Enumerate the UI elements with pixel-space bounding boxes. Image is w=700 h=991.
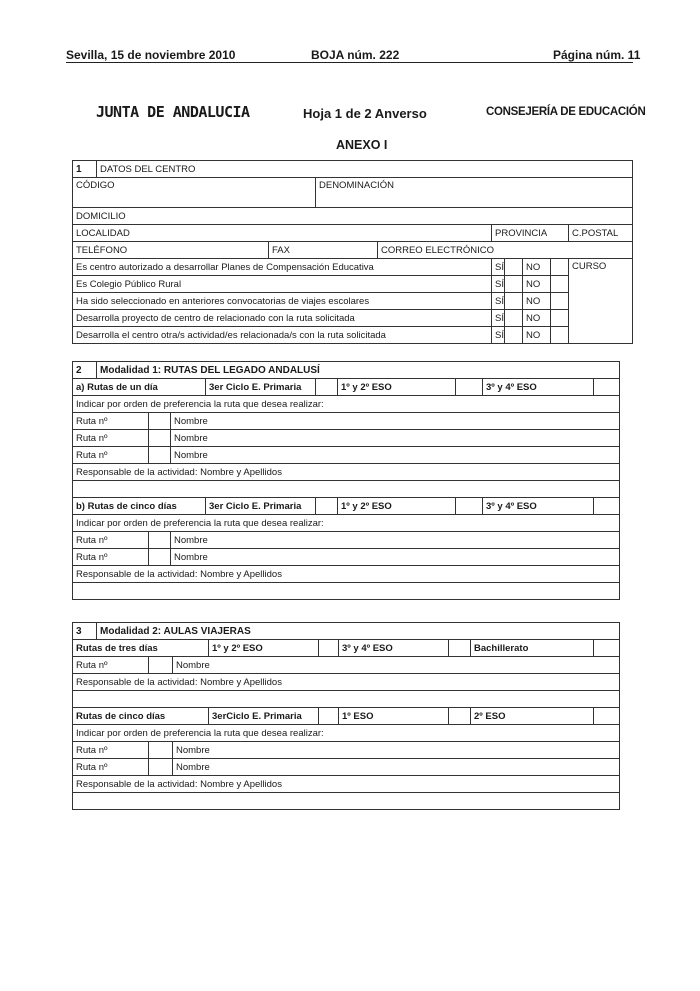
- fax-field[interactable]: [269, 242, 378, 259]
- section-2-number: 2: [73, 362, 97, 379]
- nombre-label: Nombre: [174, 534, 208, 546]
- si-label: SÍ: [492, 310, 505, 327]
- eso-1-2-label: 1º y 2º ESO: [338, 379, 456, 396]
- si-label: SÍ: [492, 276, 505, 293]
- no-checkbox[interactable]: [551, 293, 569, 310]
- codigo-field[interactable]: [73, 178, 316, 208]
- denominacion-field[interactable]: [316, 178, 633, 208]
- eso-2-checkbox[interactable]: [594, 708, 620, 725]
- nombre-label: Nombre: [174, 449, 208, 461]
- provincia-label: PROVINCIA: [495, 227, 548, 239]
- curso-label: CURSO: [572, 261, 607, 272]
- eso-3-4-label: 3º y 4º ESO: [483, 379, 594, 396]
- ruta-label: Ruta nº: [73, 549, 149, 566]
- ruta-number-field[interactable]: [149, 413, 171, 430]
- section-2-table: [72, 361, 620, 600]
- eso-1-2-label: 1º y 2º ESO: [338, 498, 456, 515]
- ciclo-primaria-checkbox[interactable]: [319, 708, 339, 725]
- question-cpr: Es Colegio Público Rural: [73, 276, 492, 293]
- sheet-label: Hoja 1 de 2 Anverso: [303, 106, 427, 121]
- cpostal-label: C.POSTAL: [572, 227, 619, 239]
- cpostal-field[interactable]: [569, 225, 633, 242]
- rutas-tres-dias-label: Rutas de tres días: [73, 640, 209, 657]
- rutas-un-dia-label: a) Rutas de un día: [73, 379, 206, 396]
- telefono-label: TELÉFONO: [76, 244, 128, 256]
- responsable-label: Responsable de la actividad: Nombre y Apellidos: [73, 464, 620, 481]
- ministry-label: CONSEJERÍA DE EDUCACIÓN: [486, 106, 646, 118]
- eso-2-label: 2º ESO: [471, 708, 594, 725]
- bachillerato-label: Bachillerato: [471, 640, 594, 657]
- question-seleccionado: Ha sido seleccionado en anteriores convocatorias de viajes escolares: [73, 293, 492, 310]
- eso-1-label: 1º ESO: [339, 708, 449, 725]
- si-label: SÍ: [492, 327, 505, 344]
- section-3-number: 3: [73, 623, 97, 640]
- ruta-nombre-field[interactable]: [171, 447, 620, 464]
- ruta-nombre-field[interactable]: [171, 532, 620, 549]
- responsable-label: Responsable de la actividad: Nombre y Apellidos: [73, 674, 620, 691]
- ciclo-primaria-label: 3er Ciclo E. Primaria: [206, 498, 316, 515]
- responsable-label: Responsable de la actividad: Nombre y Apellidos: [73, 776, 620, 793]
- ciclo-primaria-label: 3er Ciclo E. Primaria: [206, 379, 316, 396]
- no-checkbox[interactable]: [551, 259, 569, 276]
- responsable-label: Responsable de la actividad: Nombre y Apellidos: [73, 566, 620, 583]
- indicar-preferencia-text: Indicar por orden de preferencia la ruta que desea realizar:: [73, 725, 620, 742]
- no-checkbox[interactable]: [551, 327, 569, 344]
- eso-1-2-label: 1º y 2º ESO: [209, 640, 319, 657]
- ruta-nombre-field[interactable]: [171, 413, 620, 430]
- nombre-label: Nombre: [174, 432, 208, 444]
- fax-label: FAX: [272, 244, 290, 256]
- rutas-cinco-dias-label: b) Rutas de cinco días: [73, 498, 206, 515]
- ruta-number-field[interactable]: [149, 549, 171, 566]
- denominacion-label: DENOMINACIÓN: [319, 180, 394, 191]
- si-label: SÍ: [492, 293, 505, 310]
- localidad-field[interactable]: [73, 225, 492, 242]
- correo-label: CORREO ELECTRÓNICO: [381, 244, 494, 256]
- nombre-label: Nombre: [174, 551, 208, 563]
- indicar-preferencia-text: Indicar por orden de preferencia la ruta que desea realizar:: [73, 515, 620, 532]
- eso-3-4-checkbox[interactable]: [594, 498, 620, 515]
- eso-1-2-checkbox[interactable]: [319, 640, 339, 657]
- ruta-nombre-field[interactable]: [171, 549, 620, 566]
- ruta-number-field[interactable]: [149, 430, 171, 447]
- responsable-field[interactable]: [73, 691, 620, 708]
- ruta-label: Ruta nº: [73, 430, 149, 447]
- ruta-nombre-field[interactable]: [171, 430, 620, 447]
- eso-3-4-checkbox[interactable]: [449, 640, 471, 657]
- ciclo-primaria-checkbox[interactable]: [316, 379, 338, 396]
- ruta-label: Ruta nº: [73, 532, 149, 549]
- ruta-number-field[interactable]: [149, 532, 171, 549]
- ruta-number-field[interactable]: [149, 742, 173, 759]
- responsable-field[interactable]: [73, 793, 620, 810]
- no-checkbox[interactable]: [551, 310, 569, 327]
- nombre-label: Nombre: [176, 659, 210, 671]
- eso-3-4-label: 3º y 4º ESO: [483, 498, 594, 515]
- no-label: NO: [523, 327, 551, 344]
- question-proyecto: Desarrolla proyecto de centro de relacionado con la ruta solicitada: [73, 310, 492, 327]
- eso-3-4-label: 3º y 4º ESO: [339, 640, 449, 657]
- section-1-title: DATOS DEL CENTRO: [97, 161, 633, 178]
- section-3-title: Modalidad 2: AULAS VIAJERAS: [97, 623, 620, 640]
- header-boja: BOJA núm. 222: [311, 48, 400, 62]
- ruta-nombre-field[interactable]: [173, 759, 620, 776]
- section-1-number: 1: [73, 161, 97, 178]
- header-rule: [66, 62, 633, 63]
- section-1-table: [72, 160, 633, 344]
- provincia-field[interactable]: [492, 225, 569, 242]
- ruta-nombre-field[interactable]: [173, 657, 620, 674]
- curso-field[interactable]: [569, 259, 633, 344]
- ruta-number-field[interactable]: [149, 447, 171, 464]
- ciclo-primaria-label: 3erCiclo E. Primaria: [209, 708, 319, 725]
- question-compensacion: Es centro autorizado a desarrollar Planes de Compensación Educativa: [73, 259, 492, 276]
- ruta-label: Ruta nº: [73, 447, 149, 464]
- ruta-label: Ruta nº: [73, 657, 149, 674]
- si-checkbox[interactable]: [505, 327, 523, 344]
- annex-title: ANEXO I: [336, 138, 388, 152]
- si-checkbox[interactable]: [505, 276, 523, 293]
- header-page: Página núm. 11: [553, 48, 641, 62]
- no-label: NO: [523, 276, 551, 293]
- domicilio-field[interactable]: [73, 208, 633, 225]
- si-checkbox[interactable]: [505, 293, 523, 310]
- question-otras-actividades: Desarrolla el centro otra/s actividad/es relacionada/s con la ruta solicitada: [73, 327, 492, 344]
- no-checkbox[interactable]: [551, 276, 569, 293]
- eso-1-2-checkbox[interactable]: [456, 379, 483, 396]
- ruta-nombre-field[interactable]: [173, 742, 620, 759]
- ruta-label: Ruta nº: [73, 413, 149, 430]
- si-label: SÍ: [492, 259, 505, 276]
- ruta-number-field[interactable]: [149, 759, 173, 776]
- ruta-label: Ruta nº: [73, 759, 149, 776]
- rutas-cinco-dias-label: Rutas de cinco días: [73, 708, 209, 725]
- junta-logo-text: JUNTA DE ANDALUCIA: [96, 103, 250, 121]
- eso-1-checkbox[interactable]: [449, 708, 471, 725]
- section-2-title: Modalidad 1: RUTAS DEL LEGADO ANDALUSÍ: [97, 362, 620, 379]
- eso-1-2-checkbox[interactable]: [456, 498, 483, 515]
- bachillerato-checkbox[interactable]: [594, 640, 620, 657]
- ruta-number-field[interactable]: [149, 657, 173, 674]
- ruta-label: Ruta nº: [73, 742, 149, 759]
- no-label: NO: [523, 259, 551, 276]
- eso-3-4-checkbox[interactable]: [594, 379, 620, 396]
- telefono-field[interactable]: [73, 242, 269, 259]
- correo-field[interactable]: [378, 242, 633, 259]
- ciclo-primaria-checkbox[interactable]: [316, 498, 338, 515]
- si-checkbox[interactable]: [505, 259, 523, 276]
- header-date: Sevilla, 15 de noviembre 2010: [66, 48, 236, 62]
- responsable-field[interactable]: [73, 583, 620, 600]
- domicilio-label: DOMICILIO: [76, 210, 126, 222]
- no-label: NO: [523, 310, 551, 327]
- codigo-label: CÓDIGO: [76, 180, 115, 191]
- nombre-label: Nombre: [174, 415, 208, 427]
- localidad-label: LOCALIDAD: [76, 227, 130, 239]
- section-3-table: [72, 622, 620, 810]
- no-label: NO: [523, 293, 551, 310]
- nombre-label: Nombre: [176, 744, 210, 756]
- indicar-preferencia-text: Indicar por orden de preferencia la ruta que desea realizar:: [73, 396, 620, 413]
- si-checkbox[interactable]: [505, 310, 523, 327]
- nombre-label: Nombre: [176, 761, 210, 773]
- responsable-field[interactable]: [73, 481, 620, 498]
